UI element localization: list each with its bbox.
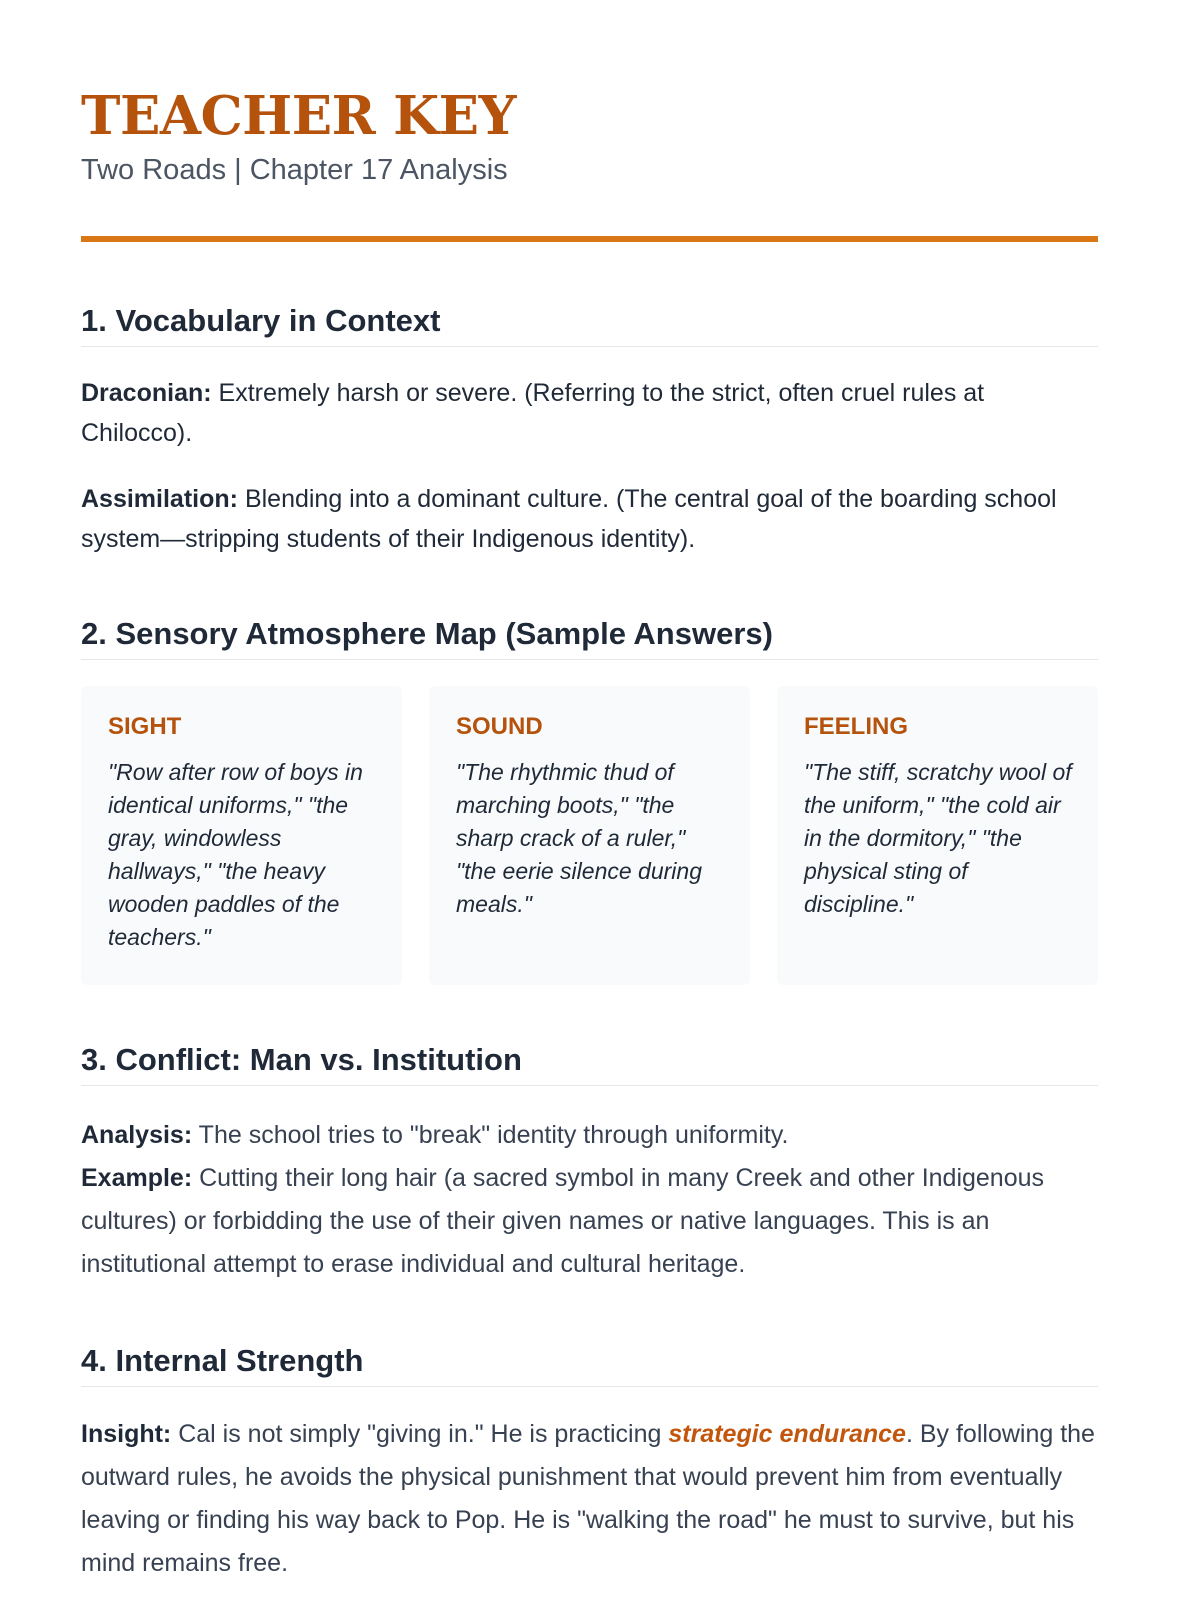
analysis-label: Analysis: <box>81 1121 193 1149</box>
header-divider <box>81 236 1098 242</box>
page-subtitle: Two Roads | Chapter 17 Analysis <box>81 154 508 186</box>
example-text: Cutting their long hair (a sacred symbol in many Creek and other Indigenous cultures) or forbidding the use of their given names or native languages. This is an institutional attempt to erase individual and cultural heritage. <box>81 1164 1045 1278</box>
strength-section <box>81 1342 1098 1585</box>
vocab-entry-draconian <box>81 373 1098 453</box>
conflict-section <box>81 1041 1098 1286</box>
sensory-section <box>81 615 1098 985</box>
card-text: "The stiff, scratchy wool of the uniform," "the cold air in the dormitory," "the physical sting of discipline." <box>804 759 1072 917</box>
document-header <box>81 0 1098 242</box>
sensory-heading: 2. Sensory Atmosphere Map (Sample Answers) <box>81 615 1098 660</box>
insight-label: Insight: <box>81 1420 172 1448</box>
card-label: FEELING <box>804 713 909 740</box>
sensory-card-feeling <box>777 686 1098 985</box>
vocab-term: Assimilation: <box>81 485 238 513</box>
card-label: SOUND <box>456 713 543 740</box>
insight-body <box>81 1413 1098 1585</box>
card-text: "Row after row of boys in identical uniforms," "the gray, windowless hallways," "the heavy wooden paddles of the teachers." <box>108 759 363 950</box>
analysis-text: The school tries to "break" identity through uniformity. <box>198 1121 789 1149</box>
vocab-definition: Extremely harsh or severe. (Referring to the strict, often cruel rules at Chilocco). <box>81 379 985 447</box>
sensory-card-sight <box>81 686 402 985</box>
conflict-heading: 3. Conflict: Man vs. Institution <box>81 1041 1098 1086</box>
vocab-entry-assimilation <box>81 479 1098 559</box>
insight-text-after: . By following the outward rules, he avoids the physical punishment that would prevent him from eventually leaving or finding his way back to Pop. He is "walking the road" he must to survive, but his mind remains free. <box>81 1420 1095 1577</box>
sensory-card-sound <box>429 686 750 985</box>
vocab-definition: Blending into a dominant culture. (The central goal of the boarding school system—stripping students of their Indigenous identity). <box>81 485 1057 553</box>
vocabulary-section <box>81 302 1098 559</box>
sensory-cards <box>81 686 1098 985</box>
insight-text-before: Cal is not simply "giving in." He is practicing <box>178 1420 662 1448</box>
insight-emphasis: strategic endurance <box>668 1420 906 1448</box>
vocabulary-heading: 1. Vocabulary in Context <box>81 302 1098 347</box>
strength-heading: 4. Internal Strength <box>81 1342 1098 1387</box>
page-title: TEACHER KEY <box>81 85 516 147</box>
vocab-term: Draconian: <box>81 379 212 407</box>
card-text: "The rhythmic thud of marching boots," "the sharp crack of a ruler," "the eerie silence during meals." <box>456 759 702 917</box>
card-label: SIGHT <box>108 713 182 740</box>
conflict-body <box>81 1114 1098 1286</box>
example-label: Example: <box>81 1164 193 1192</box>
